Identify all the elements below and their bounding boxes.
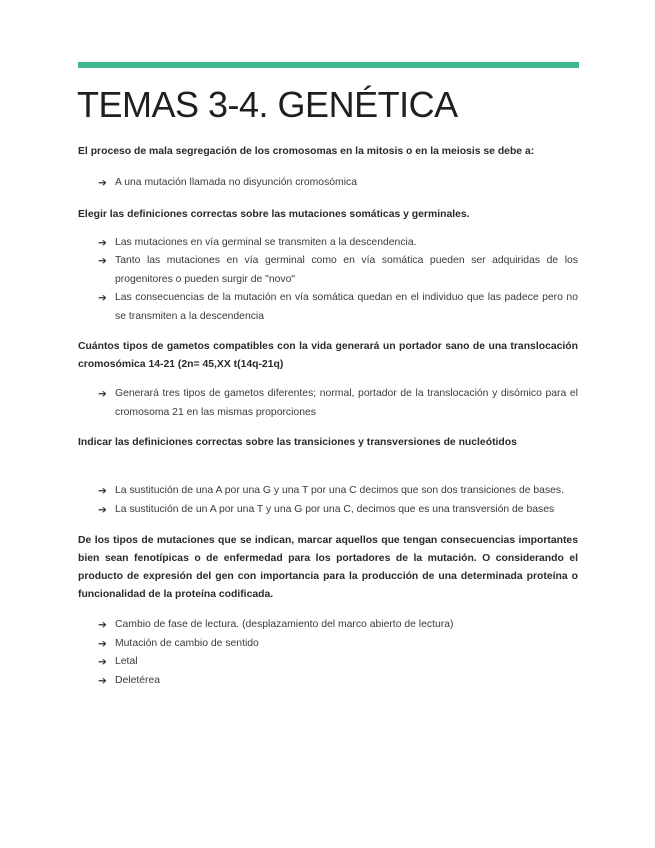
answer-item: ➔ La sustitución de un A por una T y una G por una C, decimos que es una transversión de bases	[115, 501, 578, 520]
answer-item: ➔ A una mutación llamada no disyunción cromosómica	[115, 174, 578, 193]
arrow-right-icon: ➔	[98, 236, 107, 249]
question-2: Elegir las definiciones correctas sobre las mutaciones somáticas y germinales.	[78, 208, 470, 220]
answer-list-1	[78, 174, 578, 193]
page-title: TEMAS 3-4. GENÉTICA	[77, 84, 458, 125]
header-accent-rule	[78, 62, 579, 68]
arrow-right-icon: ➔	[98, 656, 107, 668]
answer-item: ➔ Deletérea	[115, 672, 578, 691]
answer-item: ➔ La sustitución de una A por una G y una T por una C decimos que son dos transiciones de bases.	[115, 482, 578, 501]
answer-item: ➔ Las consecuencias de la mutación en vía somática quedan en el individuo que las padece pero no se transmiten a la descendencia	[115, 289, 578, 326]
answer-item: ➔ Mutación de cambio de sentido	[115, 635, 578, 654]
answer-list-5	[78, 616, 578, 690]
arrow-right-icon: ➔	[98, 619, 107, 631]
arrow-right-icon: ➔	[98, 674, 107, 687]
arrow-right-icon: ➔	[98, 255, 107, 267]
document-body	[78, 140, 578, 690]
question-1: El proceso de mala segregación de los cromosomas en la mitosis o en la meiosis se debe a:	[78, 146, 535, 157]
answer-item: ➔ Cambio de fase de lectura. (desplazamiento del marco abierto de lectura)	[115, 616, 578, 635]
answer-list-3	[78, 385, 578, 422]
answer-list-2	[78, 234, 578, 327]
arrow-right-icon: ➔	[98, 503, 107, 516]
answer-list-4	[78, 482, 578, 519]
arrow-right-icon: ➔	[98, 485, 107, 497]
answer-item: ➔ Las mutaciones en vía germinal se transmiten a la descendencia.	[115, 234, 578, 253]
arrow-right-icon: ➔	[98, 292, 107, 304]
arrow-right-icon: ➔	[98, 388, 107, 400]
question-3: Cuántos tipos de gametos compatibles con la vida generará un portador sano de una translocación cromosómica 14-21 (2n= 45,XX t(14q-21q)	[78, 341, 578, 370]
arrow-right-icon: ➔	[98, 177, 107, 189]
answer-item: ➔ Tanto las mutaciones en vía germinal como en vía somática pueden ser adquiridas de los progenitores o pueden surgir de "novo"	[115, 252, 578, 289]
question-4: Indicar las definiciones correctas sobre las transiciones y transversiones de nucleótidos	[78, 437, 517, 448]
answer-item: ➔ Generará tres tipos de gametos diferentes; normal, portador de la translocación y disómico para el cromosoma 21 en las mismas proporciones	[115, 385, 578, 422]
arrow-right-icon: ➔	[98, 637, 107, 650]
answer-item: ➔ Letal	[115, 653, 578, 672]
question-5: De los tipos de mutaciones que se indican, marcar aquellos que tengan consecuencias importantes bien sean fenotípicas o de enfermedad para los portadores de la mutación. O considerando el producto de expresión del gen con importancia para la producción de una determinada proteína o funcionalidad de la proteína codificada.	[78, 535, 578, 600]
